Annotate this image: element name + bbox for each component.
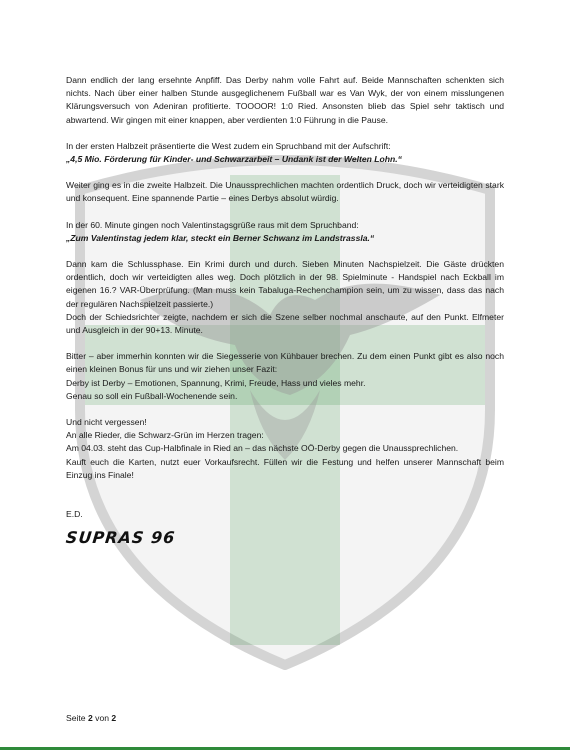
paragraph-derby: Derby ist Derby – Emotionen, Spannung, Krimi, Freude, Hass und vieles mehr. <box>66 377 366 388</box>
document-body <box>65 74 504 548</box>
paragraph-address: An alle Rieder, die Schwarz-Grün im Herzen tragen: <box>66 430 264 441</box>
paragraph-cup: Am 04.03. steht das Cup-Halbfinale in Ried an – das nächste OÖ-Derby gegen die Unaussprechlichen. <box>66 443 459 454</box>
footer-prefix: Seite <box>66 713 88 723</box>
paragraph-tickets: Kauft euch die Karten, nutzt euer Vorkaufsrecht. Füllen wir die Festung und helfen unserer Mannschaft beim Einzug ins Finale! <box>66 456 504 480</box>
paragraph-referee: Doch der Schiedsrichter zeigte, nachdem er sich die Szene selber nochmal anschaute, auf den Punkt. Elfmeter und Ausgleich in der 90+13. Minute. <box>66 311 504 336</box>
paragraph-conclusion: Bitter – aber immerhin konnten wir die Siegesserie von Kühbauer brechen. Zu dem einen Punkt gibt es also noch einen kleinen Bonus für uns und wir ziehen unser Fazit: <box>66 351 504 375</box>
footer-middle: von <box>92 713 112 723</box>
footer-total-pages: 2 <box>111 713 117 723</box>
supras-logo: SUPRAS 96 <box>65 528 177 548</box>
footer-current-page: 2 <box>87 713 93 723</box>
paragraph-second-half: Weiter ging es in die zweite Halbzeit. Die Unaussprechlichen machten ordentlich Druck, doch wir verteidigten stark und konsequent. Eine spannende Partie – eines Derbys absolut würdig. <box>66 180 504 204</box>
paragraph-final-phase: Dann kam die Schlussphase. Ein Krimi durch und durch. Sieben Minuten Nachspielzeit. Die Gäste drückten ordentlich, doch wir verteidigten alles weg. Doch plötzlich in der 98. Spielminute - Handspiel nach Eckball im eigenen 16.? VAR-Überprüfung. (Man muss kein Tabaluga-Rechenchampion sein, um zu wissen, dass das nach der regulären Nachspielzeit passierte.) <box>66 259 504 309</box>
signature-initials: E.D. <box>66 509 83 520</box>
paragraph-banner-intro: In der ersten Halbzeit präsentierte die West zudem ein Spruchband mit der Aufschrift: <box>66 140 391 151</box>
banner-quote-2: „Zum Valentinstag jedem klar, steckt ein Berner Schwanz im Landstrassla.“ <box>66 232 375 243</box>
page-footer <box>66 713 116 723</box>
banner-quote-1: „4,5 Mio. Förderung für Kinder- und Schwarzarbeit – Undank ist der Welten Lohn.“ <box>66 154 402 165</box>
paragraph-weekend: Genau so soll ein Fußball-Wochenende sein. <box>66 390 238 401</box>
paragraph-reminder: Und nicht vergessen! <box>66 417 147 428</box>
paragraph-first-half: Dann endlich der lang ersehnte Anpfiff. Das Derby nahm volle Fahrt auf. Beide Mannschaften schenkten sich nichts. Nach über einer halben Stunde ausgeglichenem Fußball war es Van Wyk, der von einem misslungenen Klärungsversuch von Adeniran profitierte. TOOOOR! 1:0 Ried. Ansonsten blieb das Spiel sehr taktisch und abwartend. Wir gingen mit einer knappen, aber verdienten 1:0 Führung in die Pause. <box>66 75 504 125</box>
paragraph-valentines-intro: In der 60. Minute gingen noch Valentinstagsgrüße raus mit dem Spruchband: <box>66 219 359 230</box>
